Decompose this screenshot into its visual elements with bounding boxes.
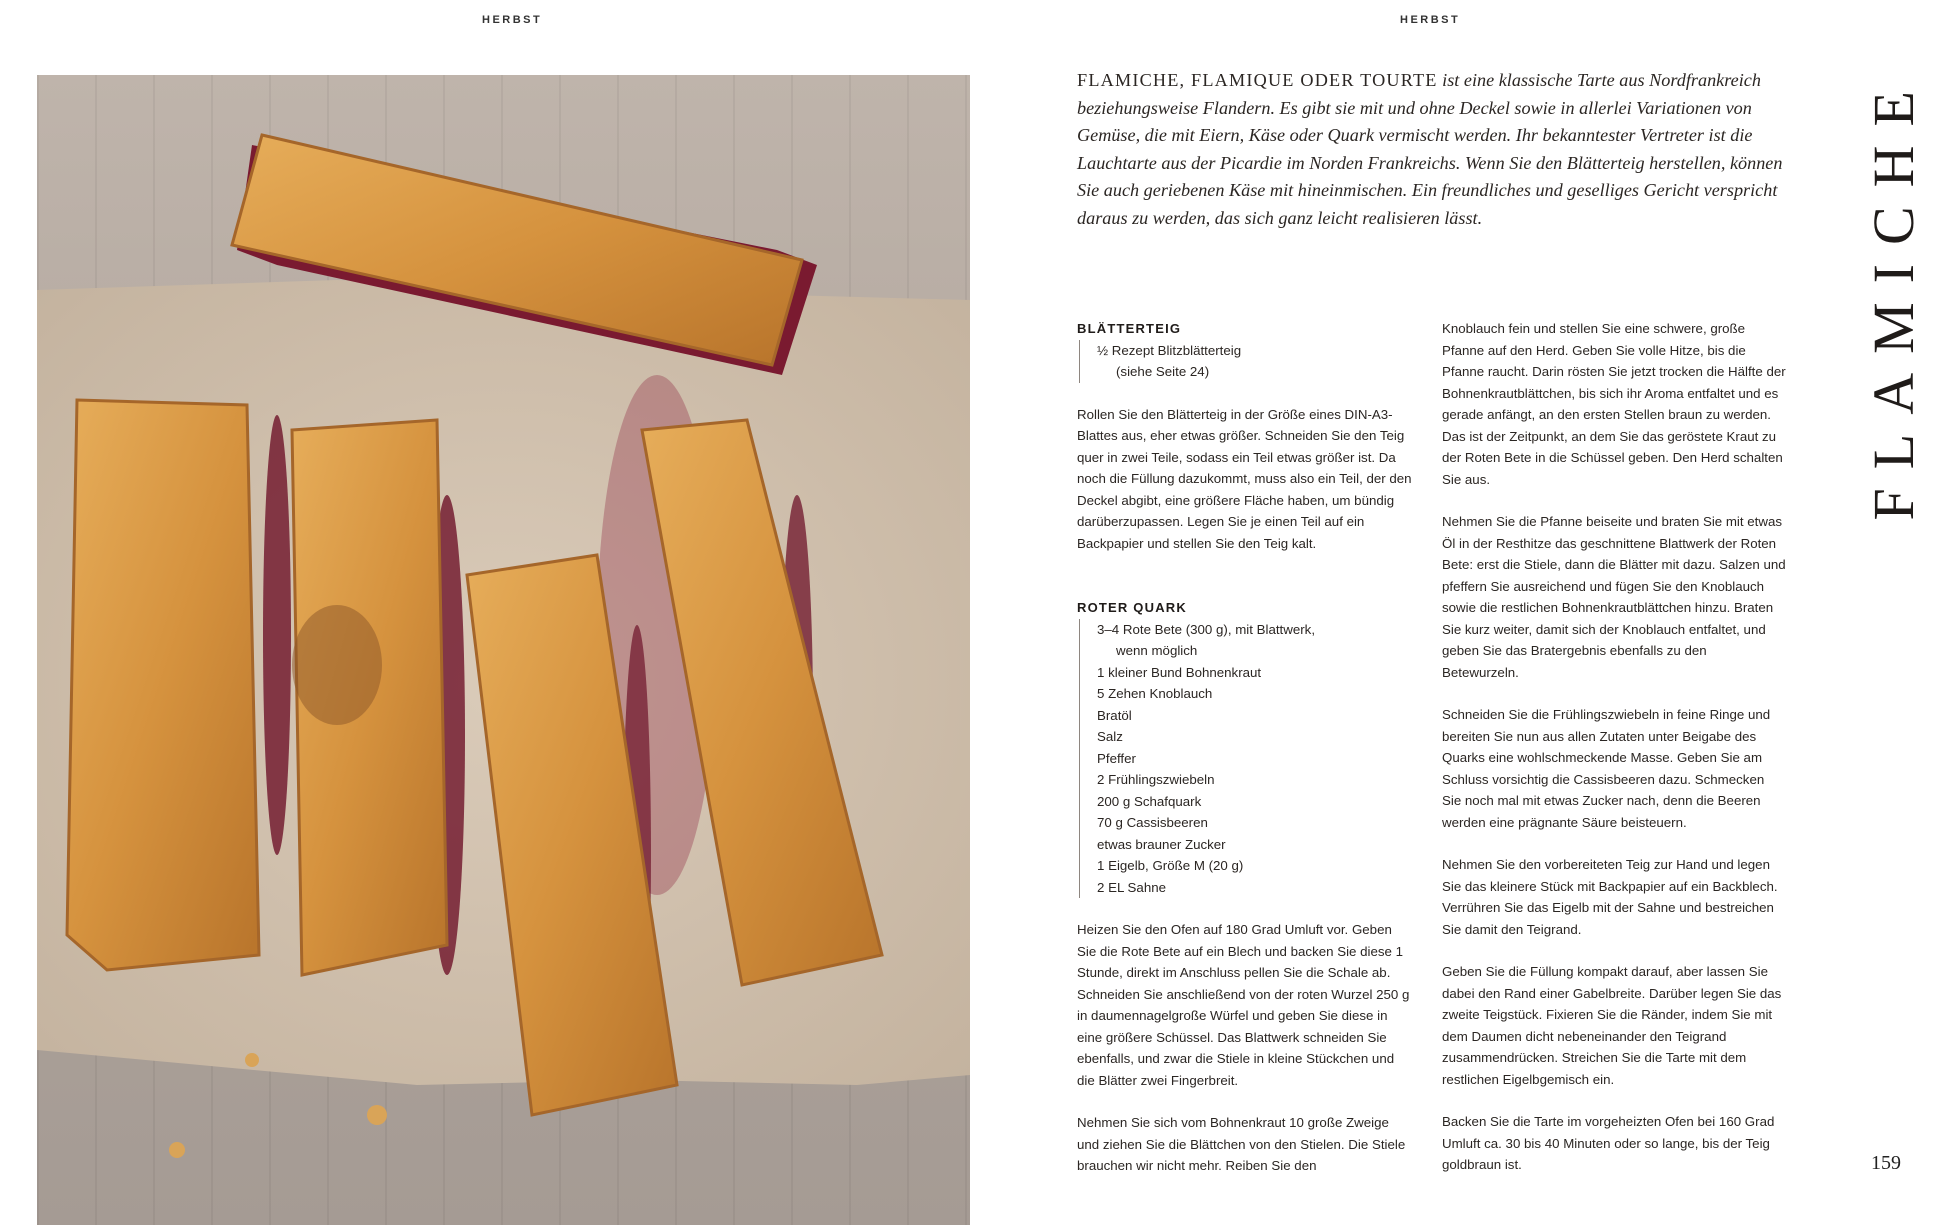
- ingredient-item: 200 g Schafquark: [1097, 793, 1202, 809]
- ingredient-item: (siehe Seite 24): [1116, 364, 1210, 379]
- ingredient-item: wenn möglich: [1116, 643, 1198, 658]
- ingredient-item: 1 Eigelb, Größe M (20 g): [1097, 858, 1244, 873]
- running-header-left: HERBST: [482, 14, 543, 26]
- ingredient-item: 1 kleiner Bund Bohnenkraut: [1097, 664, 1262, 680]
- section-heading-roter-quark: ROTER QUARK: [1077, 600, 1187, 615]
- instruction-paragraph: Knoblauch fein und stellen Sie eine schwere, große Pfanne auf den Herd. Geben Sie volle Hitze, bis die Pfanne raucht. Darin rösten Sie jetzt trocken die Hälfte der Bohnenkrautblättchen, bis sich ihr Aroma entfaltet und es gerade anfängt, an den ersten Stellen braun zu werden. Das ist der Zeitpunkt, an dem Sie das geröstete Kraut zu der Roten Bete in die Schüssel geben. Den Herd schalten Sie aus.: [1442, 321, 1786, 487]
- crumb: [245, 1053, 259, 1067]
- instruction-paragraph: Backen Sie die Tarte im vorgeheizten Ofen bei 160 Grad Umluft ca. 30 bis 40 Minuten oder so lange, bis der Teig goldbraun ist.: [1442, 1114, 1775, 1172]
- instruction-paragraph: Heizen Sie den Ofen auf 180 Grad Umluft vor. Geben Sie die Rote Bete auf ein Blech und backen Sie diese 1 Stunde, direkt im Anschluss pellen Sie die Schale ab. Schneiden Sie anschließend von der roten Wurzel 250 g in daumennagelgroße Würfel und geben Sie diese in eine größere Schüssel. Das Blattwerk schneiden Sie ebenfalls, und zwar die Stiele in kleine Stückchen und die Blätter zwei Fingerbreit.: [1077, 922, 1410, 1088]
- instruction-paragraph: Rollen Sie den Blätterteig in der Größe eines DIN-A3-Blattes aus, eher etwas größer. Schneiden Sie den Teig quer in zwei Teile, sodass ein Teil etwas größer ist. Da noch die Füllung dazukommt, muss also ein Teil, der den Deckel abgibt, eine größere Fläche haben, um bündig darüberzupassen. Legen Sie je einen Teil auf ein Backpapier und stellen Sie den Teig kalt.: [1077, 406, 1412, 551]
- section-heading-blaetterteig: BLÄTTERTEIG: [1077, 321, 1182, 336]
- pastry-piece-1: [67, 400, 259, 970]
- recipe-column-right: [1442, 318, 1787, 1176]
- ingredient-list-roter-quark: [1079, 619, 1413, 899]
- recipe-column-left: [1077, 318, 1413, 1177]
- ingredient-item: Pfeffer: [1097, 750, 1136, 766]
- running-header-right: HERBST: [1400, 14, 1461, 26]
- intro-lead: FLAMICHE, FLAMIQUE ODER TOURTE: [1077, 70, 1438, 90]
- ingredient-item: etwas brauner Zucker: [1097, 836, 1226, 852]
- recipe-title: FLAMICHE: [1861, 72, 1926, 521]
- instruction-paragraph: Geben Sie die Füllung kompakt darauf, aber lassen Sie dabei den Rand einer Gabelbreite. Darüber legen Sie das zweite Teigstück. Fixieren Sie die Ränder, indem Sie mit dem Daumen dicht nebeneinander den Teigrand zusammendrücken. Streichen Sie die Tarte mit dem restlichen Eigelbgemisch ein.: [1442, 964, 1782, 1087]
- instruction-paragraph: Nehmen Sie die Pfanne beiseite und braten Sie mit etwas Öl in der Resthitze das geschnittene Blattwerk der Roten Bete: erst die Stiele, dann die Blätter mit dazu. Salzen und pfeffern Sie ausreichend und fügen Sie den Knoblauch sowie die restlichen Bohnenkrautblättchen hinzu. Braten Sie kurz weiter, damit sich der Knoblauch entfaltet, und geben Sie das Bratergebnis ebenfalls zu den Betewurzeln.: [1442, 514, 1786, 680]
- recipe-intro: [1077, 67, 1790, 233]
- crumb: [169, 1142, 185, 1158]
- ingredient-item: ½ Rezept Blitzblätterteig: [1097, 342, 1242, 358]
- photo-illustration: [37, 75, 970, 1225]
- instruction-paragraph: Nehmen Sie den vorbereiteten Teig zur Hand und legen Sie das kleinere Stück mit Backpapier auf ein Backblech. Verrühren Sie das Eigelb mit der Sahne und bestreichen Sie damit den Teigrand.: [1442, 857, 1778, 937]
- ingredient-list-blaetterteig: [1079, 340, 1413, 383]
- pastry-piece-2: [292, 420, 447, 975]
- ingredient-item: 3–4 Rote Bete (300 g), mit Blattwerk,: [1097, 621, 1316, 637]
- crumb: [367, 1105, 387, 1125]
- ingredient-item: 70 g Cassisbeeren: [1097, 815, 1208, 830]
- ingredient-item: Bratöl: [1097, 707, 1132, 723]
- instruction-paragraph: Nehmen Sie sich vom Bohnenkraut 10 große Zweige und ziehen Sie die Blättchen von den Stielen. Die Stiele brauchen wir nicht mehr. Reiben Sie den: [1077, 1115, 1406, 1173]
- beet-stain: [263, 415, 291, 855]
- ingredient-item: 2 Frühlingszwiebeln: [1097, 772, 1215, 787]
- page-number: 159: [1871, 1152, 1901, 1174]
- recipe-photo: [37, 75, 970, 1225]
- ingredient-item: Salz: [1097, 729, 1123, 744]
- ingredient-item: 5 Zehen Knoblauch: [1097, 686, 1213, 701]
- intro-text: ist eine klassische Tarte aus Nordfrankreich beziehungsweise Flandern. Es gibt sie mit und ohne Deckel sowie in allerlei Variationen von Gemüse, die mit Eiern, Käse oder Quark vermischt werden. Ihr bekanntester Vertreter ist die Lauchtarte aus der Picardie im Norden Frankreichs. Wenn Sie den Blätterteig herstellen, können Sie auch geriebenen Käse mit hineinmischen. Ein freundliches und geselliges Gericht verspricht daraus zu werden, das sich ganz leicht realisieren lässt.: [1077, 70, 1783, 228]
- ingredient-item: 2 EL Sahne: [1097, 879, 1167, 895]
- instruction-paragraph: Schneiden Sie die Frühlingszwiebeln in feine Ringe und bereiten Sie nun aus allen Zutaten unter Beigabe des Quarks eine wohlschmeckende Masse. Geben Sie am Schluss vorsichtig die Cassisbeeren dazu. Schmecken Sie noch mal mit etwas Zucker nach, denn die Beeren werden eine prägnante Säure beisteuern.: [1442, 707, 1771, 830]
